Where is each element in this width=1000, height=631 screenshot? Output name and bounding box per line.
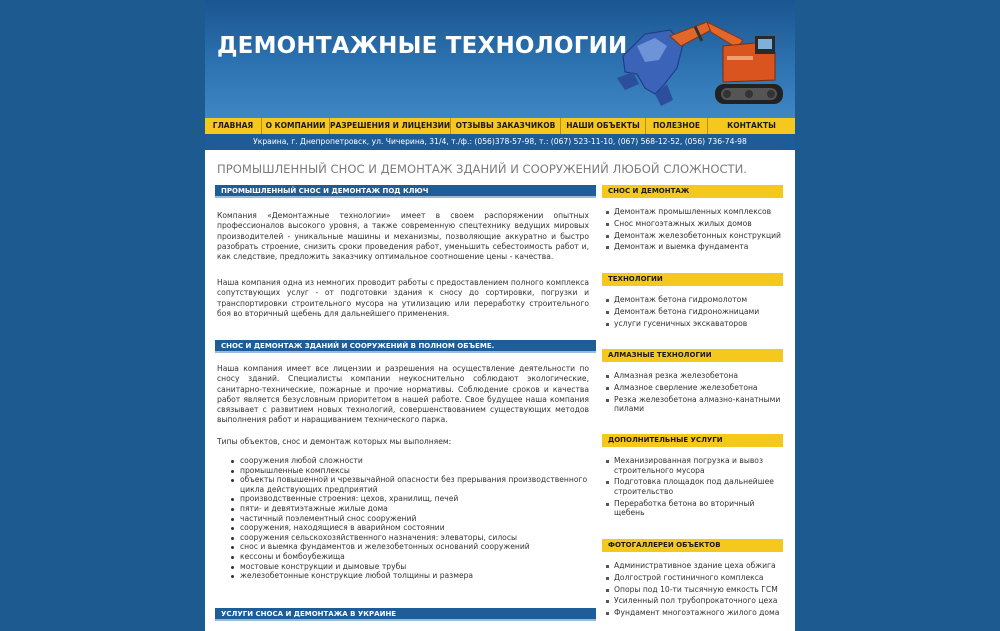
contacts-bar: Украина, г. Днепропетровск, ул. Чичерина, 31/4, т./ф.: (056)378-57-98, т.: (067) 523-11-10, (067) 568-12-52, (056) 736-74-98 <box>205 134 795 150</box>
site-title[interactable]: ДЕМОНТАЖНЫЕ ТЕХНОЛОГИИ <box>217 33 628 59</box>
list-item: кессоны и бомбоубежища <box>230 552 590 562</box>
section-title: СНОС И ДЕМОНТАЖ ЗДАНИЙ И СООРУЖЕНИЙ В ПОЛНОМ ОБЪЕМЕ. <box>215 340 596 353</box>
nav-item-licenses[interactable]: РАЗРЕШЕНИЯ И ЛИЦЕНЗИИ <box>330 118 451 134</box>
paragraph: Типы объектов, снос и демонтаж которых мы выполняем: <box>217 437 452 446</box>
site-header <box>205 0 795 118</box>
sidebar-list <box>605 207 785 254</box>
list-item: железобетонные конструкцие любой толщины и размера <box>230 571 590 581</box>
sidebar-link[interactable]: Подготовка площадок под дальнейшее строительство <box>605 477 785 498</box>
sidebar-link[interactable]: Механизированная погрузка и вывоз строительного мусора <box>605 456 785 477</box>
nav-item-contacts[interactable]: КОНТАКТЫ <box>727 121 776 130</box>
section-title: ПРОМЫШЛЕННЫЙ СНОС И ДЕМОНТАЖ ПОД КЛЮЧ <box>215 185 596 198</box>
sidebar-link[interactable]: Долгострой гостиничного комплекса <box>605 573 785 585</box>
sidebar-list <box>605 456 785 520</box>
nav-item-about[interactable]: О КОМПАНИИ <box>262 118 330 134</box>
sidebar-link[interactable]: Алмазное сверление железобетона <box>605 383 785 395</box>
paragraph: Наша компания имеет все лицензии и разрешения на осуществление деятельности по сносу зданий. Специалисты компании неукоснительно соблюдают экологические, санитарно-технические, пожарные и прочие нормативы. Соблюдение сроков и качества работ является безусловным приоритетом в нашей работе. Свое будущее наша компания связывает с развитием новых технологий, совершенствованием существующих методов выполнения работ и наращиванием технического парка. <box>217 364 589 425</box>
list-item: сооружения, находящиеся в аварийном состоянии <box>230 523 590 533</box>
sidebar-title: ФОТОГАЛЛЕРЕИ ОБЪЕКТОВ <box>602 539 783 552</box>
sidebar-list <box>605 561 785 620</box>
list-item: пяти- и девятиэтажные жилые дома <box>230 504 590 514</box>
sidebar-title: СНОС И ДЕМОНТАЖ <box>602 185 783 198</box>
nav-item-home[interactable]: ГЛАВНАЯ <box>205 118 262 134</box>
sidebar-list <box>605 371 785 416</box>
sidebar-title: ТЕХНОЛОГИИ <box>602 273 783 286</box>
sidebar-link[interactable]: Фундамент многоэтажного жилого дома <box>605 608 785 620</box>
paragraph: Наша компания одна из немногих проводит работы с предоставлением полного комплекса сопутствующих услуг - от подготовки здания к сносу до сортировки, погрузки и транспортировки строительного мусора на утилизацию или переработку строительного боя во вторичный щебень для дальнейшего применения. <box>217 278 589 318</box>
sidebar-link[interactable]: Снос многоэтажных жилых домов <box>605 219 785 231</box>
sidebar-link[interactable]: Алмазная резка железобетона <box>605 371 785 383</box>
sidebar-link[interactable]: Опоры под 10-ти тысячную емкость ГСМ <box>605 585 785 597</box>
paragraph: Компания «Демонтажные технологии» имеет в своем распоряжении опытных профессионалов высокого уровня, а также современную спецтехнику ведущих мировых производителей - уникальные машины и механизмы, позволяющие аккуратно и быстро разобрать строение, снизить сроки проведения работ, уменьшить себестоимость работ и, как следствие, предложить заказчику оптимальное соотношение цены - качества. <box>217 211 589 262</box>
list-item: сооружения любой сложности <box>230 456 590 466</box>
page-headline: ПРОМЫШЛЕННЫЙ СНОС И ДЕМОНТАЖ ЗДАНИЙ И СООРУЖЕНИЙ ЛЮБОЙ СЛОЖНОСТИ. <box>217 162 747 176</box>
main-nav <box>205 118 795 134</box>
sidebar-link[interactable]: Переработка бетона во вторичный щебень <box>605 499 785 520</box>
object-types-list <box>230 456 590 581</box>
sidebar-link[interactable]: услуги гусеничных экскаваторов <box>605 319 785 331</box>
excavator-image <box>615 16 790 112</box>
nav-item-reviews[interactable]: ОТЗЫВЫ ЗАКАЗЧИКОВ <box>451 118 561 134</box>
list-item: объекты повышенной и чрезвычайной опасности без прерывания производственного цикла действующих предприятий <box>230 475 590 494</box>
list-item: частичный поэлементный снос сооружений <box>230 514 590 524</box>
sidebar-link[interactable]: Резка железобетона алмазно-канатными пилами <box>605 395 785 416</box>
sidebar-link[interactable]: Демонтаж железобетонных конструкций <box>605 231 785 243</box>
list-item: снос и выемка фундаментов и железобетонных оснований сооружений <box>230 542 590 552</box>
sidebar-title: АЛМАЗНЫЕ ТЕХНОЛОГИИ <box>602 349 783 362</box>
sidebar-link[interactable]: Усиленный пол трубопрокаточного цеха <box>605 596 785 608</box>
list-item: сооружения сельскохозяйственного назначения: элеваторы, силосы <box>230 533 590 543</box>
sidebar-list <box>605 295 785 330</box>
sidebar-link[interactable]: Демонтаж промышленных комплексов <box>605 207 785 219</box>
sidebar-link[interactable]: Административное здание цеха обжига <box>605 561 785 573</box>
sidebar-link[interactable]: Демонтаж и выемка фундамента <box>605 242 785 254</box>
nav-item-projects[interactable]: НАШИ ОБЪЕКТЫ <box>561 118 646 134</box>
section-title: УСЛУГИ СНОСА И ДЕМОНТАЖА В УКРАИНЕ <box>215 608 596 621</box>
nav-item-useful[interactable]: ПОЛЕЗНОЕ <box>646 118 708 134</box>
page <box>205 0 795 631</box>
list-item: мостовые конструкции и дымовые трубы <box>230 562 590 572</box>
list-item: производственные строения: цехов, хранилищ, печей <box>230 494 590 504</box>
list-item: промышленные комплексы <box>230 466 590 476</box>
sidebar-title: ДОПОЛНИТЕЛЬНЫЕ УСЛУГИ <box>602 434 783 447</box>
sidebar-link[interactable]: Демонтаж бетона гидроножницами <box>605 307 785 319</box>
sidebar-link[interactable]: Демонтаж бетона гидромолотом <box>605 295 785 307</box>
